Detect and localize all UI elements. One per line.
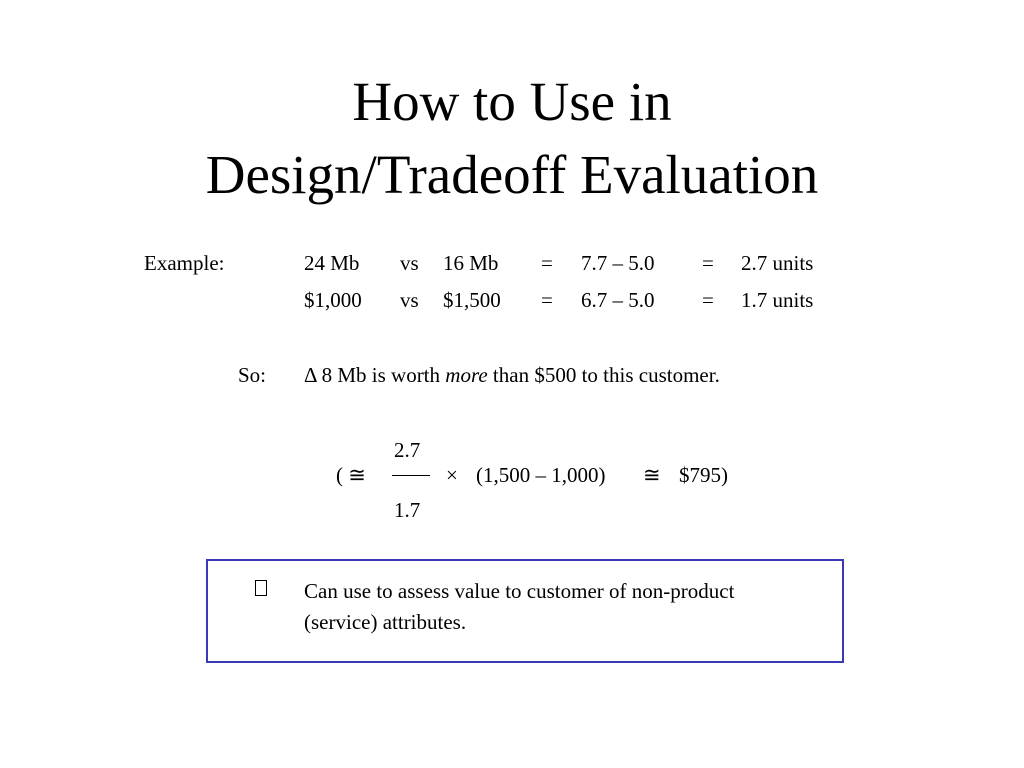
- callout-text-line-2: (service) attributes.: [304, 610, 467, 634]
- example-row-2-equals-2: =: [702, 288, 714, 312]
- conclusion-sentence: [304, 362, 720, 388]
- example-row-2-result: 1.7 units: [741, 288, 814, 312]
- bullet-icon: [255, 580, 267, 596]
- formula-open-approx: ( ≅: [336, 463, 366, 487]
- conclusion-emphasis: more: [445, 363, 488, 387]
- example-row-2-right-value: $1,500: [443, 288, 501, 312]
- example-row-1-right-value: 16 Mb: [443, 251, 499, 275]
- example-row-2-vs: vs: [400, 288, 419, 312]
- conclusion-prefix: Δ 8 Mb is worth: [304, 363, 446, 387]
- formula-expression: (1,500 – 1,000): [476, 463, 606, 487]
- callout-text-line-1: Can use to assess value to customer of non-product: [304, 579, 735, 603]
- example-row-2-left-value: $1,000: [304, 288, 362, 312]
- slide-title-line-1: How to Use in: [352, 71, 672, 132]
- example-row-2-calculation: 6.7 – 5.0: [581, 288, 655, 312]
- formula-result: $795): [679, 463, 728, 487]
- slide-title-line-2: Design/Tradeoff Evaluation: [205, 144, 819, 205]
- example-row-1-equals: =: [541, 251, 553, 275]
- callout-box: [206, 559, 844, 663]
- example-row-1-left-value: 24 Mb: [304, 251, 360, 275]
- formula-numerator: 2.7: [394, 438, 421, 462]
- example-label: Example:: [144, 251, 225, 275]
- example-row-1-vs: vs: [400, 251, 419, 275]
- conclusion-suffix: than $500 to this customer.: [487, 363, 720, 387]
- formula-times: ×: [446, 463, 458, 487]
- example-row-1-calculation: 7.7 – 5.0: [581, 251, 655, 275]
- example-row-1-equals-2: =: [702, 251, 714, 275]
- conclusion-label: So:: [238, 363, 267, 387]
- formula-approx: ≅: [643, 463, 661, 487]
- example-row-1-result: 2.7 units: [741, 251, 814, 275]
- formula-denominator: 1.7: [394, 498, 421, 522]
- formula-fraction-bar: [392, 475, 430, 476]
- example-row-2-equals: =: [541, 288, 553, 312]
